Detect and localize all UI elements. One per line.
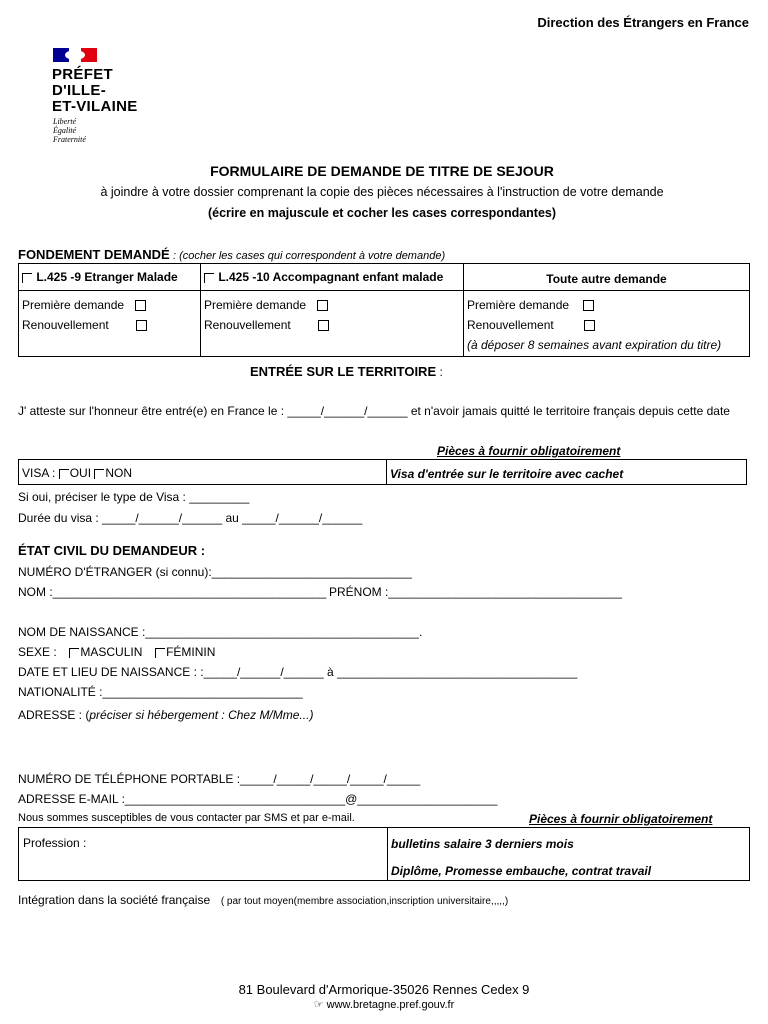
fondement-table [18,263,750,357]
republic-flag-icon [53,48,97,62]
logo-line-2: D'ILLE- [52,82,106,99]
profession-label: Profession : [23,836,87,850]
foreigner-number-field[interactable]: NUMÉRO D'ÉTRANGER (si connu):______________________________ [18,565,412,579]
birth-name-field[interactable]: NOM DE NAISSANCE :_________________________________________. [18,625,423,639]
address-label: ADRESSE : ( [18,708,90,722]
renewal-deadline-note: (à déposer 8 semaines avant expiration du titre) [467,338,722,352]
profession-pieces-cell [388,828,750,881]
checkbox-icon[interactable] [69,648,79,658]
footer-website-line [0,998,768,1011]
visa-piece-text: Visa d'entrée sur le territoire avec cachet [390,467,624,481]
visa-duration-line[interactable]: Durée du visa : _____/______/______ au _____/______/______ [18,511,363,525]
checkbox-icon[interactable] [204,273,214,283]
first-request-label: Première demande [204,298,307,312]
checkbox-icon[interactable] [59,469,69,479]
fondement-label: FONDEMENT DEMANDÉ [18,247,170,262]
first-request-checkbox[interactable] [583,300,594,311]
renewal-label: Renouvellement [467,318,554,332]
checkbox-icon[interactable] [94,469,104,479]
renewal-label: Renouvellement [22,318,109,332]
address-field[interactable] [18,708,313,722]
renewal-checkbox[interactable] [318,320,329,331]
fondement-col1-options [19,291,201,357]
integration-field[interactable] [18,893,508,907]
fondement-col3-label: Toute autre demande [546,272,667,286]
logo-line-1: PRÉFET [52,66,113,83]
pieces-heading: Pièces à fournir obligatoirement [437,444,621,458]
fondement-heading [18,247,445,262]
profession-cell[interactable] [19,828,388,881]
fondement-col1-header[interactable] [19,264,201,291]
visa-pieces-cell [387,460,747,485]
nationality-field[interactable]: NATIONALITÉ :______________________________ [18,685,303,699]
motto-egalite: Égalité [53,126,77,135]
etat-civil-heading: ÉTAT CIVIL DU DEMANDEUR : [18,543,206,558]
renewal-checkbox[interactable] [584,320,595,331]
male-label: MASCULIN [80,645,143,659]
renewal-label: Renouvellement [204,318,291,332]
visa-oui-label: OUI [69,466,92,480]
visa-non-label: NON [105,466,133,480]
salary-slips-text: bulletins salaire 3 derniers mois [391,837,574,851]
logo-line-3: ET-VILAINE [52,98,138,115]
first-request-label: Première demande [467,298,570,312]
integration-label: Intégration dans la société française [18,893,211,907]
email-field[interactable]: ADRESSE E-MAIL :_________________________________@_____________________ [18,792,498,806]
sex-label: SEXE : [18,645,57,659]
fondement-col2-header[interactable] [201,264,464,291]
fondement-col3-options [464,291,750,357]
visa-type-line[interactable]: Si oui, préciser le type de Visa : _________ [18,490,250,504]
diploma-contract-text: Diplôme, Promesse embauche, contrat travail [391,864,652,878]
visa-label: VISA : [22,466,56,480]
direction-header: Direction des Étrangers en France [537,15,749,30]
female-label: FÉMININ [166,645,216,659]
first-request-checkbox[interactable] [135,300,146,311]
entree-heading [250,364,443,379]
checkbox-icon[interactable] [155,648,165,658]
fondement-note: : (cocher les cases qui correspondent à votre demande) [173,250,446,262]
pieces-heading-2: Pièces à fournir obligatoirement [529,812,713,826]
visa-cell [19,460,387,485]
sex-field [18,645,215,659]
pointing-hand-icon: ☞ [313,998,324,1011]
footer-address: 81 Boulevard d'Armorique-35026 Rennes Cedex 9 [238,982,530,997]
visa-table [18,459,747,485]
checkbox-icon[interactable] [22,273,32,283]
form-subtitle: à joindre à votre dossier comprenant la copie des pièces nécessaires à l'instruction de votre demande [100,185,664,199]
renewal-checkbox[interactable] [136,320,147,331]
first-request-label: Première demande [22,298,125,312]
motto-liberte: Liberté [53,117,77,126]
fondement-col3-header [464,264,750,291]
mobile-phone-field[interactable]: NUMÉRO DE TÉLÉPHONE PORTABLE :_____/_____/_____/_____/_____ [18,772,421,786]
form-instructions: (écrire en majuscule et cocher les cases correspondantes) [207,206,557,220]
birth-date-place-field[interactable]: DATE ET LIEU DE NAISSANCE : :_____/______/______ à ____________________________________ [18,665,578,679]
fondement-col1-label: L.425 -9 Etranger Malade [36,270,178,284]
entree-label: ENTRÉE SUR LE TERRITOIRE [250,364,437,379]
form-title: FORMULAIRE DE DEMANDE DE TITRE DE SEJOUR [210,163,554,179]
first-request-checkbox[interactable] [317,300,328,311]
fondement-col2-label: L.425 -10 Accompagnant enfant malade [218,270,444,284]
entree-colon: : [439,365,443,379]
fondement-col2-options [201,291,464,357]
first-name-field[interactable]: PRÉNOM :___________________________________ [329,585,622,599]
entry-attestation-line[interactable]: J' atteste sur l'honneur être entré(e) en France le : _____/______/______ et n'avoir jamais quitté le territoire français depuis cette date [18,404,730,418]
integration-note: ( par tout moyen(membre association,inscription universitaire,,,,,) [220,896,509,907]
profession-table [18,827,750,881]
contact-note: Nous sommes susceptibles de vous contacter par SMS et par e-mail. [18,812,355,824]
footer-website-link[interactable]: www.bretagne.pref.gouv.fr [326,999,455,1011]
last-name-field[interactable]: NOM :_________________________________________ [18,585,327,599]
motto-fraternite: Fraternité [53,135,86,144]
address-note: préciser si hébergement : Chez M/Mme...) [89,708,314,722]
